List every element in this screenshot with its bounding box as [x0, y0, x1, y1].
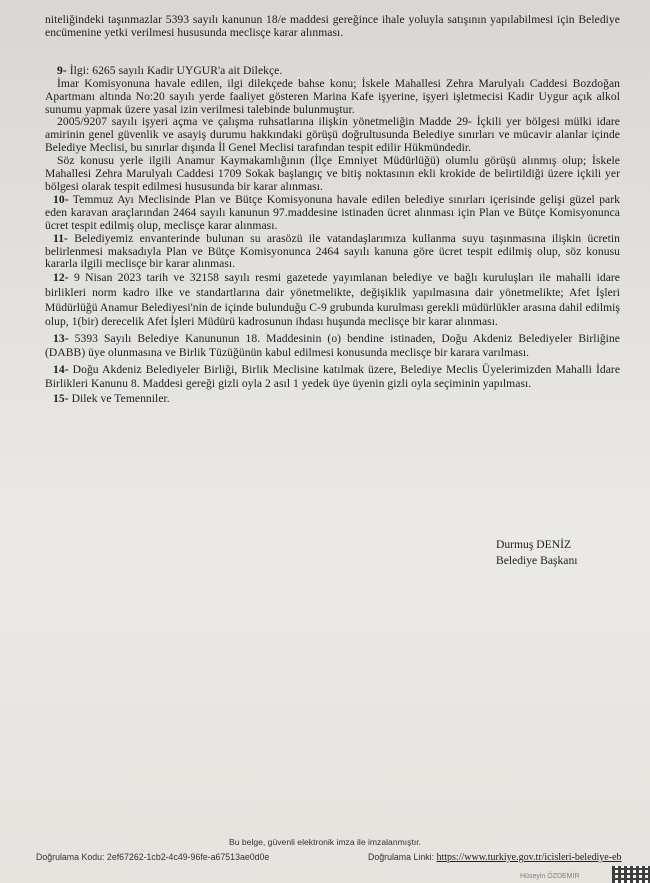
verification-code-label: Doğrulama Kodu: [36, 852, 105, 862]
qr-code-icon [612, 866, 650, 883]
document-body [45, 14, 620, 407]
item-12-text: 9 Nisan 2023 tarih ve 32158 sayılı resmi gazetede yayımlanan belediye ve bağlı kuruluşları ile mahalli idare birlikleri norm kadro ilke ve standartlarına dair yönetmelikte, değişiklik yapılmasına dair yönetmelikte; Afet İşleri Müdürlüğü Anamur Belediyesi'nin de içinde bulunduğu C-9 grubunda kurulması gerekli müdürlükler arasına dahil edilmiş olup, 1(bir) derecelik Afet İşleri Müdürü kadrosunun ihdası huşunda meclisçe bir karar alınması. [45, 271, 621, 329]
item-10-number: 10- [53, 192, 69, 206]
item-9-title: İlgi: 6265 sayılı Kadir UYGUR'a ait Dilekçe. [69, 63, 283, 77]
verification-code [36, 852, 269, 862]
item-12-number: 12- [53, 271, 69, 285]
verification-link-value[interactable]: https://www.turkiye.gov.tr/icisleri-belediye-eb [436, 852, 622, 863]
item-15-number: 15- [53, 392, 69, 406]
verification-link [368, 852, 622, 863]
item-11-text: Belediyemiz envanterinde bulunan su arasözü ile vatandaşlarımıza kullanma suyu taşınmasına ilişkin ücretin belirlenmesi maksadıyla Plan ve Bütçe Komisyonunca 2464 sayılı kanuna göre ücret tespit edilmiş olup, söz konusu kararla ilgili meclisçe bir karar alınması. [45, 231, 621, 271]
verification-link-label: Doğrulama Linki: [368, 852, 435, 862]
item-10-text: Temmuz Ayı Meclisinde Plan ve Bütçe Komisyonuna havale edilen belediye sınırları içerisinde gelişi güzel park eden karavan araçlarından 2464 sayılı kanunun 97.maddesine istinaden ücret alınması için Plan ve Bütçe Komisyonunca ücret tespit edilmiş olup, meclisçe karar alınması. [45, 192, 620, 232]
item-14-text: Doğu Akdeniz Belediyeler Birliği, Birlik Meclisine katılmak üzere, Belediye Meclis Üyelerimizden Mahalli İdare Birlikleri Kanunu 8. Maddesi gereği gizli oyla 2 asıl 1 yedek üye üyenin gizli oyla seçiminin yapılması. [45, 362, 621, 391]
e-signature-note: Bu belge, güvenli elektronik imza ile imzalanmıştır. [228, 837, 421, 847]
signer-name: Durmuş DENİZ [496, 538, 572, 551]
verification-code-value: 2ef67262-1cb2-4c49-96fe-a67513ae0d0e [106, 852, 270, 862]
item-9-number: 9- [57, 63, 67, 77]
item-9-text-3: Söz konusu yerle ilgili Anamur Kaymakamlığının (İlçe Emniyet Müdürlüğü) olumlu görüşü alınmış olup; İskele Mahallesi Zehra Marulyalı Caddesi 1709 Sokak başlangıç ve bitiş noktasının ekli krokide de belirtildiği üzere içkili yer bölgesi olarak tespit edilmesi hususunda bir karar alınması. [45, 154, 620, 193]
item-10 [45, 194, 620, 233]
item-13-number: 13- [53, 331, 69, 345]
item-11-number: 11- [53, 231, 68, 245]
item-15-text: Dilek ve Temenniler. [71, 392, 170, 406]
item-13-text: 5393 Sayılı Belediye Kanununun 18. Maddesinin (o) bendine istinaden, Doğu Akdeniz Belediyeler Birliğine (DABB) üye olunmasına ve Birlik Tüzüğünün kabul edilmesi konusunda meclisçe bir karara varılması. [45, 331, 620, 360]
item-14 [45, 363, 620, 392]
signer-partial: Hüseyin ÖZDEMİR [520, 873, 580, 880]
item-13 [45, 332, 620, 361]
item-9-heading [45, 65, 620, 78]
signer-title: Belediye Başkanı [496, 554, 578, 567]
intro-paragraph: niteliğindeki taşınmazlar 5393 sayılı kanunun 18/e maddesi gereğince ihale yoluyla satışının yapılabilmesi için Belediye encümenine yetki verilmesi hususunda meclisçe karar alınması. [45, 13, 620, 39]
item-11 [45, 233, 620, 272]
signature-block [496, 537, 577, 569]
item-15 [45, 392, 620, 407]
item-12 [45, 271, 620, 329]
item-14-number: 14- [53, 362, 69, 376]
item-9-text-2: 2005/9207 sayılı işyeri açma ve çalışma ruhsatlarına ilişkin yönetmeliğin Madde 29- İçkili yer bölgesi mülki idare amirinin genel güvenlik ve asayiş durumu hakkındaki görüşü doğrultusunda Belediye sınırları ve mücavir alanlar içinde Belediye Meclisi, bu sınırlar dışında İl Genel Meclisi tarafından tespit edilir Hükmündedir. [45, 115, 620, 155]
item-9-text-1: İmar Komisyonuna havale edilen, ilgi dilekçede bahse konu; İskele Mahallesi Zehra Marulyalı Caddesi Bozdoğan Apartmanı altında No:20 sayılı yerde faaliyet gösteren Marina Kafe işyerine, işyeri işletmecisi Kadir Uygur açık alkol sunumu yapmak üzere yasal izin verilmesi talebinde bulunmuştur. [45, 76, 620, 116]
